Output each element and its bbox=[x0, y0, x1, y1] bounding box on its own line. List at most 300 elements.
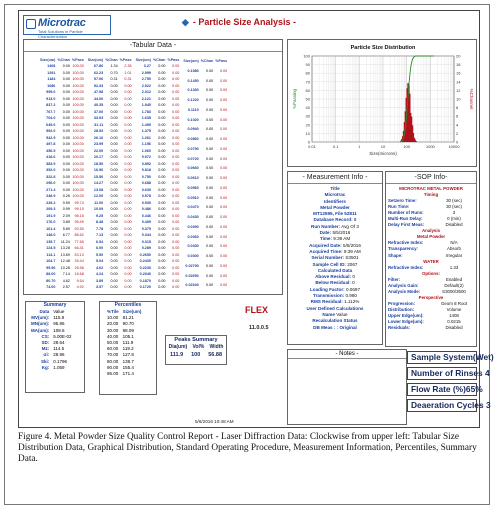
tabular-data-panel bbox=[23, 39, 283, 295]
pass-cell: 2.35 bbox=[124, 64, 132, 69]
tabular-row bbox=[135, 77, 181, 84]
channel-cell: 0.00 bbox=[158, 265, 166, 270]
sop-value: Absorb bbox=[447, 246, 461, 252]
tabular-row bbox=[135, 272, 181, 279]
logo-text: Microtrac bbox=[38, 17, 86, 29]
channel-cell: 0.00 bbox=[158, 259, 166, 264]
size-cell: 0.02340 bbox=[185, 283, 199, 288]
pass-cell: 100.00 bbox=[72, 155, 84, 160]
channel-cell: 0.00 bbox=[206, 146, 214, 151]
tabular-row bbox=[182, 262, 228, 272]
tabular-row bbox=[135, 109, 181, 116]
summary-value: 1.059 bbox=[53, 364, 65, 370]
measurement-value: Avg Of 3 bbox=[341, 223, 359, 229]
report-title bbox=[139, 17, 339, 31]
size-cell: 1.499 bbox=[141, 122, 151, 127]
channel-cell: 0.00 bbox=[158, 187, 166, 192]
channel-cell: 0.00 bbox=[158, 174, 166, 179]
size-cell: 23.99 bbox=[93, 142, 104, 147]
pass-cell: 0.00 bbox=[219, 88, 228, 93]
pass-cell: 0.00 bbox=[172, 155, 180, 160]
y-left-tick-label: 90 bbox=[305, 62, 310, 68]
size-cell: 0.2230 bbox=[139, 265, 151, 270]
channel-cell: 0.00 bbox=[158, 239, 166, 244]
percentile-size: 171.4 bbox=[122, 371, 134, 377]
pass-cell: 0.00 bbox=[172, 252, 180, 257]
size-cell: 18.50 bbox=[93, 161, 104, 166]
tabular-row bbox=[135, 278, 181, 285]
channel-cell: 0.00 bbox=[206, 166, 214, 171]
pass-cell: 100.00 bbox=[72, 168, 84, 173]
measurement-key: DB Meas : : Original bbox=[313, 324, 357, 330]
pass-cell: 0.00 bbox=[124, 135, 132, 140]
measurement-value: 0.0697 bbox=[345, 286, 361, 292]
pass-cell: 0.00 bbox=[124, 116, 132, 121]
size-cell: 418.6 bbox=[46, 155, 56, 160]
size-cell: 176.0 bbox=[46, 220, 56, 225]
channel-cell: 0.00 bbox=[158, 207, 166, 212]
channel-cell: 0.00 bbox=[110, 259, 118, 264]
measurement-key: Acquired Time: bbox=[309, 248, 343, 254]
x-axis-label: Size(microns) bbox=[369, 151, 397, 156]
sop-key: Transparency: bbox=[388, 246, 419, 252]
measurement-key: Calculated Data bbox=[317, 267, 353, 273]
channel-cell: 0.00 bbox=[62, 135, 70, 140]
sop-value: Irregular bbox=[445, 252, 463, 258]
tabular-col-header: %Pass bbox=[71, 57, 84, 62]
pass-cell: 0.00 bbox=[219, 166, 228, 171]
y-right-tick-label: 14 bbox=[456, 79, 461, 85]
percentile-tile: 70.00 bbox=[107, 352, 119, 358]
size-cell: 0.688 bbox=[141, 181, 151, 186]
pass-cell: 0.00 bbox=[219, 156, 228, 161]
pass-cell: 0.00 bbox=[219, 137, 228, 142]
channel-cell: 0.00 bbox=[206, 205, 214, 210]
pass-cell: 0.00 bbox=[172, 70, 180, 75]
tabular-row bbox=[135, 285, 181, 292]
tabular-row bbox=[87, 174, 133, 181]
pass-cell: 0.00 bbox=[219, 107, 228, 112]
channel-cell: 0.00 bbox=[206, 176, 214, 181]
channel-cell: 0.00 bbox=[158, 161, 166, 166]
sop-key: Progression: bbox=[388, 300, 416, 306]
percentile-size: 90.70 bbox=[122, 321, 134, 327]
measurement-key: Microtrac bbox=[324, 192, 346, 198]
tabular-row bbox=[182, 203, 228, 213]
size-cell: 0.1220 bbox=[187, 98, 199, 103]
sop-key: Setzero Time: bbox=[388, 198, 417, 204]
sop-value: 1.33 bbox=[449, 264, 459, 270]
size-cell: 322.8 bbox=[46, 174, 56, 179]
summary-table bbox=[29, 309, 74, 371]
channel-cell: 2.09 bbox=[62, 213, 70, 218]
flow-rate-value: 65% bbox=[465, 384, 483, 394]
tabular-row bbox=[87, 90, 133, 97]
pass-cell: 98.16 bbox=[74, 213, 84, 218]
sop-info-list bbox=[388, 186, 474, 331]
channel-cell: 0.00 bbox=[158, 83, 166, 88]
size-cell: 7.13 bbox=[95, 233, 104, 238]
channel-cell: 0.00 bbox=[62, 103, 70, 108]
size-cell: 67.86 bbox=[93, 64, 104, 69]
percentile-tile: 90.00 bbox=[107, 364, 119, 370]
size-cell: 0.375 bbox=[141, 226, 151, 231]
pass-cell: 0.00 bbox=[124, 174, 132, 179]
size-cell: 74.00 bbox=[46, 285, 56, 290]
peaks-col-dia: Dia(um) bbox=[168, 344, 188, 350]
size-cell: 3.89 bbox=[95, 278, 104, 283]
sop-value: Disabled bbox=[445, 325, 463, 331]
channel-cell: 0.59 bbox=[62, 200, 70, 205]
size-cell: 2.750 bbox=[141, 77, 151, 82]
size-cell: 47.98 bbox=[93, 90, 104, 95]
summary-label: Mz: bbox=[41, 346, 50, 352]
measurement-key: Acquired Date: bbox=[309, 242, 342, 248]
channel-cell: 0.00 bbox=[110, 168, 118, 173]
sop-value: Default(2) bbox=[444, 282, 464, 288]
channel-cell: 12.48 bbox=[60, 259, 70, 264]
percentiles-row bbox=[105, 371, 143, 377]
size-cell: 0.0360 bbox=[187, 234, 199, 239]
percentile-size: 119.2 bbox=[122, 346, 134, 352]
rinses-box bbox=[407, 367, 490, 380]
summary-value: 95.86 bbox=[53, 321, 65, 327]
channel-cell: 0.00 bbox=[158, 96, 166, 101]
tabular-row bbox=[182, 145, 228, 155]
size-cell: 767.7 bbox=[46, 109, 56, 114]
tabular-row bbox=[87, 70, 133, 77]
tabular-row bbox=[135, 226, 181, 233]
channel-cell: 0.00 bbox=[158, 168, 166, 173]
percentile-size: 155.4 bbox=[122, 364, 134, 370]
size-cell: 0.409 bbox=[141, 220, 151, 225]
channel-cell: 0.00 bbox=[110, 142, 118, 147]
pass-cell: 0.00 bbox=[172, 109, 180, 114]
sop-value: 1408 bbox=[449, 312, 459, 318]
size-cell: 0.1580 bbox=[187, 68, 199, 73]
sop-key: Multi-Run Delay: bbox=[388, 216, 423, 222]
tabular-col-header: %Chan bbox=[200, 59, 214, 64]
pass-cell: 100.00 bbox=[72, 135, 84, 140]
measurement-value: 8 bbox=[353, 217, 357, 223]
pass-cell: 100.00 bbox=[72, 174, 84, 179]
size-cell: 1.945 bbox=[141, 103, 151, 108]
channel-cell: 0.00 bbox=[206, 283, 214, 288]
sop-key: Perspective bbox=[418, 294, 444, 300]
tabular-row bbox=[135, 181, 181, 188]
tabular-row bbox=[87, 155, 133, 162]
sop-key: Distribution: bbox=[388, 306, 415, 312]
size-cell: 0.02550 bbox=[185, 273, 199, 278]
size-cell: 10.09 bbox=[93, 207, 104, 212]
size-cell: 0.0470 bbox=[187, 205, 199, 210]
pass-cell: 0.00 bbox=[124, 239, 132, 244]
channel-cell: 0.00 bbox=[158, 116, 166, 121]
pass-cell: 0.00 bbox=[124, 161, 132, 166]
x-tick-label: 100 bbox=[403, 144, 411, 149]
size-cell: 1291 bbox=[47, 70, 56, 75]
measurement-key: Serial Number: bbox=[311, 255, 345, 261]
tabular-header-row bbox=[135, 57, 181, 64]
summary-row bbox=[29, 365, 74, 371]
measurement-key: MT12595, File 52811 bbox=[313, 211, 357, 217]
tabular-row bbox=[87, 142, 133, 149]
channel-cell: 0.00 bbox=[62, 70, 70, 75]
measurement-key: Transmission: bbox=[313, 293, 345, 299]
size-cell: 542.9 bbox=[46, 135, 56, 140]
size-cell: 271.4 bbox=[46, 187, 56, 192]
tabular-row bbox=[135, 135, 181, 142]
tabular-row bbox=[87, 181, 133, 188]
measurement-key: Loading Factor: bbox=[309, 286, 345, 292]
tabular-block-3 bbox=[135, 57, 181, 291]
size-cell: 11.00 bbox=[94, 200, 104, 205]
y-left-tick-label: 10 bbox=[305, 130, 310, 136]
peaks-col-width: Width bbox=[209, 344, 224, 350]
percentiles-title: Percentiles bbox=[114, 302, 142, 308]
tabular-row bbox=[87, 122, 133, 129]
tabular-row bbox=[135, 83, 181, 90]
channel-cell: 0.00 bbox=[206, 185, 214, 190]
channel-cell: 0.00 bbox=[158, 226, 166, 231]
size-cell: 7.78 bbox=[95, 226, 104, 231]
y-right-tick-label: 20 bbox=[456, 53, 461, 59]
sop-key: Delay First Meas: bbox=[388, 222, 425, 228]
channel-cell: 0.00 bbox=[110, 109, 118, 114]
summary-label: σi: bbox=[43, 352, 50, 358]
tabular-row bbox=[182, 86, 228, 96]
sop-info-panel bbox=[385, 171, 477, 347]
size-cell: 0.972 bbox=[141, 155, 151, 160]
tabular-header-row bbox=[182, 57, 228, 67]
pass-cell: 16.68 bbox=[74, 272, 84, 277]
pass-cell: 100.00 bbox=[72, 64, 84, 69]
tabular-block-1 bbox=[39, 57, 85, 291]
y-right-tick-label: 8 bbox=[456, 105, 459, 111]
channel-cell: 0.00 bbox=[62, 83, 70, 88]
pass-cell: 0.00 bbox=[124, 155, 132, 160]
tabular-col-header: %Pass bbox=[119, 57, 132, 62]
size-cell: 20.17 bbox=[93, 155, 104, 160]
tabular-row bbox=[135, 90, 181, 97]
tabular-col-header: Size(um) bbox=[40, 57, 56, 62]
y-left-tick-label: 0 bbox=[307, 139, 310, 145]
channel-cell: 0.00 bbox=[158, 142, 166, 147]
summary-value: 0.1796 bbox=[53, 358, 68, 364]
percentile-size: 98.09 bbox=[122, 327, 134, 333]
size-cell: 95.96 bbox=[46, 265, 56, 270]
channel-cell: 0.00 bbox=[110, 226, 118, 231]
size-cell: 124.5 bbox=[46, 246, 56, 251]
pass-cell: 0.00 bbox=[219, 195, 228, 200]
sop-key: Analysis Mode: bbox=[388, 288, 421, 294]
pass-cell: 100.00 bbox=[72, 187, 84, 192]
y-left-tick-label: 80 bbox=[305, 70, 310, 76]
summary-col-header: Data bbox=[39, 309, 50, 314]
size-cell: 191.9 bbox=[46, 213, 56, 218]
peaks-summary-title: Peaks Summary bbox=[174, 337, 218, 343]
channel-cell: 0.00 bbox=[158, 285, 166, 290]
y-right-tick-label: 0 bbox=[456, 139, 459, 145]
channel-cell: 10.28 bbox=[60, 265, 70, 270]
pass-cell: 0.00 bbox=[219, 98, 228, 103]
tabular-row bbox=[87, 148, 133, 155]
tabular-row bbox=[87, 187, 133, 194]
deaeration-box bbox=[407, 399, 491, 412]
y-left-axis-label: %Passing bbox=[292, 88, 297, 110]
percentile-tile: 30.00 bbox=[107, 327, 119, 333]
tabular-row bbox=[87, 109, 133, 116]
sop-value: 30 (sec) bbox=[446, 204, 462, 210]
pass-cell: 0.00 bbox=[124, 90, 132, 95]
pass-cell: 0.00 bbox=[124, 103, 132, 108]
size-cell: 1408 bbox=[47, 64, 56, 69]
percentiles-table bbox=[105, 309, 143, 377]
pass-cell: 0.00 bbox=[172, 265, 180, 270]
channel-cell: 13.28 bbox=[60, 246, 70, 251]
sop-key: Options: bbox=[421, 270, 441, 276]
tabular-row bbox=[135, 142, 181, 149]
channel-cell: 0.00 bbox=[110, 161, 118, 166]
pass-cell: 100.00 bbox=[72, 181, 84, 186]
tabular-row bbox=[135, 155, 181, 162]
channel-cell: 0.00 bbox=[206, 273, 214, 278]
channel-cell: 0.00 bbox=[158, 272, 166, 277]
channel-cell: 0.00 bbox=[158, 148, 166, 153]
tabular-row bbox=[182, 155, 228, 165]
pass-cell: 0.00 bbox=[124, 278, 132, 283]
size-cell: 148.0 bbox=[46, 233, 56, 238]
pass-cell: 0.00 bbox=[172, 174, 180, 179]
summary-label: SD: bbox=[41, 340, 50, 346]
y-left-tick-label: 20 bbox=[305, 122, 310, 128]
pass-cell: 0.00 bbox=[172, 148, 180, 153]
pass-cell: 0.00 bbox=[172, 168, 180, 173]
pass-cell: 77.65 bbox=[74, 239, 84, 244]
size-cell: 383.9 bbox=[46, 161, 56, 166]
pass-cell: 0.00 bbox=[219, 117, 228, 122]
channel-cell: 0.00 bbox=[206, 244, 214, 249]
channel-cell: 0.00 bbox=[110, 252, 118, 257]
sop-value: 0.0215 bbox=[447, 319, 461, 325]
percentile-size: 105.1 bbox=[122, 333, 134, 339]
tabular-row bbox=[182, 194, 228, 204]
pass-cell: 0.00 bbox=[172, 129, 180, 134]
measurement-value: 9:39 AM bbox=[333, 236, 351, 242]
tabular-col-header: %Chan bbox=[57, 57, 70, 62]
channel-cell: 0.00 bbox=[110, 220, 118, 225]
measurement-value: Value bbox=[336, 311, 348, 317]
sop-value: S3000/3500 bbox=[442, 288, 466, 294]
flow-rate-box bbox=[407, 383, 483, 396]
tabular-row bbox=[135, 103, 181, 110]
size-cell: 62.23 bbox=[93, 70, 104, 75]
pass-cell: 0.00 bbox=[172, 122, 180, 127]
pass-cell: 0.00 bbox=[172, 142, 180, 147]
pass-cell: 95.99 bbox=[74, 220, 84, 225]
summary-value: 28.96 bbox=[53, 352, 65, 358]
y-left-tick-label: 30 bbox=[305, 113, 310, 119]
size-cell: 1184 bbox=[47, 77, 56, 82]
size-cell: 837.2 bbox=[46, 103, 56, 108]
channel-cell: 0.70 bbox=[110, 70, 118, 75]
sop-key: WATER bbox=[423, 258, 439, 264]
measurement-row bbox=[290, 325, 380, 331]
size-cell: 0.0720 bbox=[187, 156, 199, 161]
size-cell: 0.578 bbox=[141, 194, 151, 199]
pass-cell: 0.00 bbox=[124, 109, 132, 114]
channel-cell: 0.00 bbox=[206, 263, 214, 268]
size-cell: 0.344 bbox=[141, 233, 151, 238]
sop-value: Enabled bbox=[445, 276, 463, 282]
channel-cell: 0.00 bbox=[206, 78, 214, 83]
tabular-row bbox=[135, 239, 181, 246]
y-left-tick-label: 70 bbox=[305, 79, 310, 85]
measurement-value: S3501 bbox=[345, 255, 359, 261]
sop-key: Residuals: bbox=[388, 325, 411, 331]
x-tick-label: 1 bbox=[358, 144, 361, 149]
tabular-row bbox=[39, 246, 85, 253]
tabular-row bbox=[135, 148, 181, 155]
channel-cell: 2.57 bbox=[62, 285, 70, 290]
tabular-row bbox=[135, 161, 181, 168]
size-cell: 456.5 bbox=[46, 148, 56, 153]
tabular-row bbox=[135, 213, 181, 220]
sop-value: Disabled bbox=[445, 222, 463, 228]
measurement-value: 5/5/2016 bbox=[332, 230, 351, 236]
sop-value: Volume bbox=[446, 306, 462, 312]
tabular-row bbox=[182, 116, 228, 126]
tabular-col-header: %Chan bbox=[152, 57, 166, 62]
pass-cell: 66.41 bbox=[74, 246, 84, 251]
tabular-block-4 bbox=[182, 57, 228, 291]
figure-caption: Figure 4. Metal Powder Size Quality Control Report - Laser Diffraction Data: Clockwise from upper left: Tabular Size Distribution Data, Graphical Distribution, Standard Operating Procedure, Measurement Information, Percentiles, Summary Data. bbox=[18, 432, 477, 464]
size-cell: 13.08 bbox=[93, 187, 104, 192]
pass-cell: 0.00 bbox=[124, 122, 132, 127]
measurement-key: Below Residual: bbox=[315, 280, 351, 286]
pass-cell: 0.00 bbox=[172, 226, 180, 231]
summary-value: 28.64 bbox=[53, 340, 65, 346]
channel-cell: 0.00 bbox=[110, 155, 118, 160]
channel-cell: 0.00 bbox=[158, 200, 166, 205]
channel-cell: 0.00 bbox=[110, 265, 118, 270]
channel-cell: 0.00 bbox=[158, 122, 166, 127]
percentile-tile: 10.00 bbox=[107, 315, 119, 321]
percentile-tile: 80.00 bbox=[107, 358, 119, 364]
channel-cell: 0.00 bbox=[110, 233, 118, 238]
size-cell: 0.0300 bbox=[187, 254, 199, 259]
size-cell: 6.00 bbox=[95, 246, 104, 251]
percentile-tile: 40.00 bbox=[107, 333, 119, 339]
pass-cell: 4.92 bbox=[76, 285, 84, 290]
pass-cell: 0.00 bbox=[172, 213, 180, 218]
tabular-row bbox=[87, 200, 133, 207]
size-cell: 0.315 bbox=[141, 239, 151, 244]
percentile-size: 111.9 bbox=[122, 340, 134, 346]
size-cell: 0.818 bbox=[141, 168, 151, 173]
graph-title: Particle Size Distribution bbox=[350, 45, 416, 51]
notes-title: - Notes - bbox=[288, 350, 406, 359]
pass-cell: 0.00 bbox=[172, 207, 180, 212]
size-cell: 0.289 bbox=[141, 246, 151, 251]
pass-cell: 0.31 bbox=[124, 77, 132, 82]
tabular-row bbox=[135, 259, 181, 266]
sop-key: Number of Runs: bbox=[388, 210, 424, 216]
size-cell: 645.6 bbox=[46, 122, 56, 127]
channel-cell: 0.00 bbox=[158, 64, 166, 69]
channel-cell: 0.00 bbox=[110, 278, 118, 283]
tabular-row bbox=[87, 96, 133, 103]
